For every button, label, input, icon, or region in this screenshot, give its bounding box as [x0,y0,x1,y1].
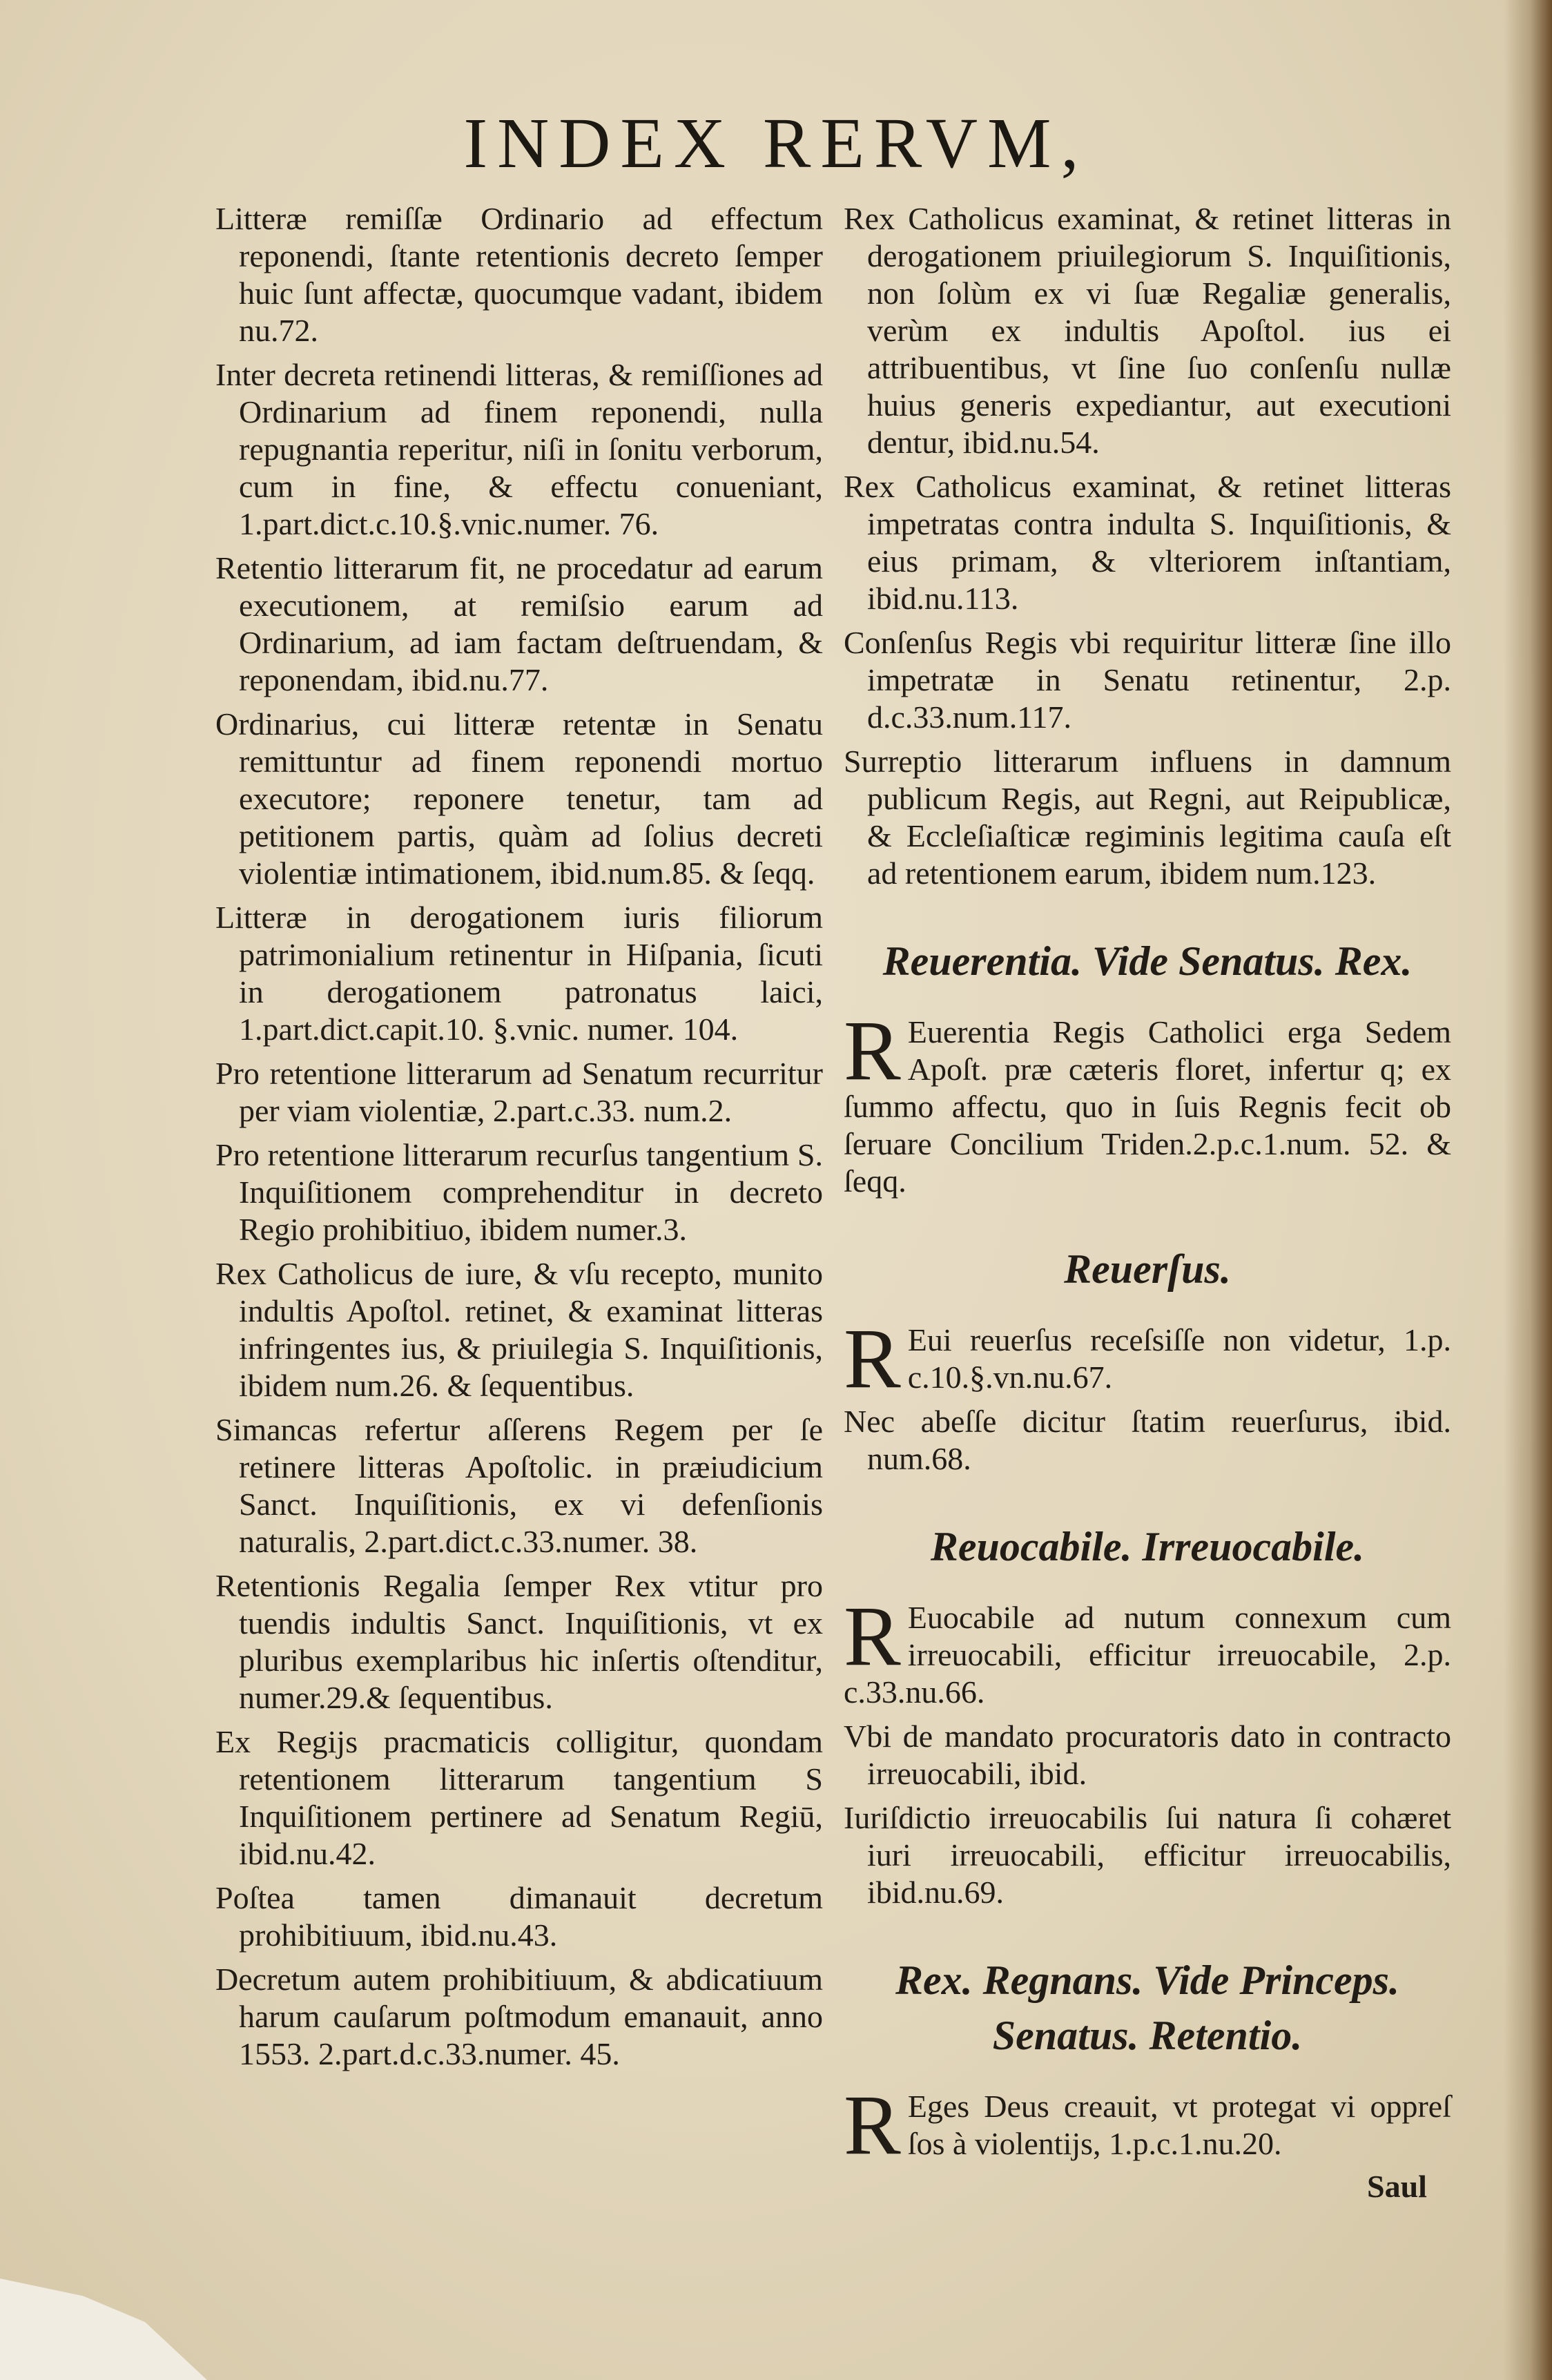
section-heading: Rex. Regnans. Vide Princeps. Senatus. Retentio. [895,1957,1400,2058]
entry-text: Euerentia Regis Catholici erga Sedem Apoſt. præ cæteris floret, infertur q; ex ſummo affectu, quo in ſuis Regnis fecit ob ſeruare Concilium Triden.2.p.c.1.num. 52. & ſeqq. [844,1014,1451,1199]
page-gutter-shadow [1504,0,1552,2380]
index-entry: Inter decreta retinendi litteras, & remiſſiones ad Ordinarium ad finem reponendi, nulla repugnantia reperitur, niſi in ſonitu verborum, cum in fine, & effectu conueniant, 1.part.dict.c.10.§.vnic.numer. 76. [215,357,823,541]
index-entry: Litteræ in derogationem iuris filiorum patrimonialium retinentur in Hiſpania, ſicuti in derogationem patronatus laici, 1.part.dict.capit.10. §.vnic. numer. 104. [215,900,823,1047]
index-entry: Rex Catholicus examinat, & retinet litteras impetratas contra indulta S. Inquiſitionis, & eius primam, & vlteriorem inſtantiam, ibid.nu.113. [844,469,1451,616]
index-entry: Simancas refertur aſſerens Regem per ſe retinere litteras Apoſtolic. in præiudicium Sanct. Inquiſitionis, ex vi defenſionis naturalis, 2.part.dict.c.33.numer. 38. [215,1412,823,1559]
index-entry: Ordinarius, cui litteræ retentæ in Senatu remittuntur ad finem reponendi mortuo executore; reponere tenetur, tam ad petitionem partis, quàm ad ſolius decreti violentiæ intimationem, ibid.num.85. & ſeqq. [215,706,823,891]
index-entry: Surreptio litterarum influens in damnum publicum Regis, aut Regni, aut Reipublicæ, & Eccleſiaſticæ regiminis legitima cauſa eſt ad retentionem earum, ibidem num.123. [844,744,1451,891]
section-heading: Reuerſus. [1064,1246,1231,1292]
section-heading: Reuocabile. Irreuocabile. [930,1524,1365,1569]
catchword: Saul [1367,2169,1427,2204]
index-entry: Pro retentione litterarum recurſus tangentium S. Inquiſitionem comprehenditur in decreto Regio prohibitiuo, ibidem numer.3. [215,1137,823,1247]
index-entry [844,1311,1451,1406]
drop-cap: R [844,1589,901,1683]
index-entry: Decretum autem prohibitiuum, & abdicatiuum harum cauſarum poſtmodum emanauit, anno 1553. 2.part.d.c.33.numer. 45. [215,1962,823,2071]
entry-text: Eges Deus creauit, vt protegat vi oppreſ ſos à violentijs, 1.p.c.1.nu.20. [907,2089,1451,2161]
index-entry: Retentionis Regalia ſemper Rex vtitur pro tuendis indultis Sanct. Inquiſitionis, vt ex pluribus exemplaribus hic inſertis oſtenditur, numer.29.& ſequentibus. [215,1568,823,1715]
index-entry: Retentio litterarum fit, ne procedatur ad earum executionem, at remiſsio earum ad Ordinarium, ad iam factam deſtruendam, & reponendam, ibid.nu.77. [215,550,823,697]
index-entry: Iuriſdictio irreuocabilis ſui natura ſi cohæret iuri irreuocabili, efficitur irreuocabilis, ibid.nu.69. [844,1800,1451,1910]
index-entry [844,1003,1451,1200]
right-column [844,200,1451,2172]
left-column [215,200,823,2080]
index-entry: Nec abeſſe dicitur ſtatim reuerſurus, ibid. num.68. [844,1404,1451,1476]
index-entry: Rex Catholicus de iure, & vſu recepto, munito indultis Apoſtol. retinet, & examinat litteras infringentes ius, & priuilegia S. Inquiſitionis, ibidem num.26. & ſequentibus. [215,1256,823,1403]
index-entry: Conſenſus Regis vbi requiritur litteræ ſine illo impetratæ in Senatu retinentur, 2.p. d.c.33.num.117. [844,625,1451,735]
index-entry: Ex Regijs pracmaticis colligitur, quondam retentionem litterarum tangentium S Inquiſitionem pertinere ad Senatum Regiū, ibid.nu.42. [215,1724,823,1871]
index-entry [844,1589,1451,1711]
index-entry: Pro retentione litterarum ad Senatum recurritur per viam violentiæ, 2.part.c.33. num.2. [215,1056,823,1128]
entry-text: Eui reuerſus receſsiſſe non videtur, 1.p. c.10.§.vn.nu.67. [907,1322,1451,1395]
drop-cap: R [844,1311,901,1406]
index-entry: Litteræ remiſſæ Ordinario ad effectum reponendi, ſtante retentionis decreto ſemper huic ſunt affectæ, quocumque vadant, ibidem nu.72. [215,201,823,348]
index-entry [844,2078,1451,2172]
page-title: INDEX RERVM, [463,104,1089,183]
drop-cap: R [844,1003,901,1098]
index-entry: Poſtea tamen dimanauit decretum prohibitiuum, ibid.nu.43. [215,1880,823,1953]
index-entry: Rex Catholicus examinat, & retinet litteras in derogationem priuilegiorum S. Inquiſitionis, non ſolùm ex vi ſuæ Regaliæ generalis, verùm ex indultis Apoſtol. ius ei attribuentibus, vt ſine ſuo conſenſu nullæ huius generis expediantur, aut executioni dentur, ibid.nu.54. [844,201,1451,460]
index-entry: Vbi de mandato procuratoris dato in contracto irreuocabili, ibid. [844,1719,1451,1791]
drop-cap: R [844,2078,901,2172]
entry-text: Euocabile ad nutum connexum cum irreuocabili, efficitur irreuocabile, 2.p. c.33.nu.66. [844,1600,1451,1710]
torn-corner [0,2235,207,2380]
section-heading: Reuerentia. Vide Senatus. Rex. [882,938,1413,984]
